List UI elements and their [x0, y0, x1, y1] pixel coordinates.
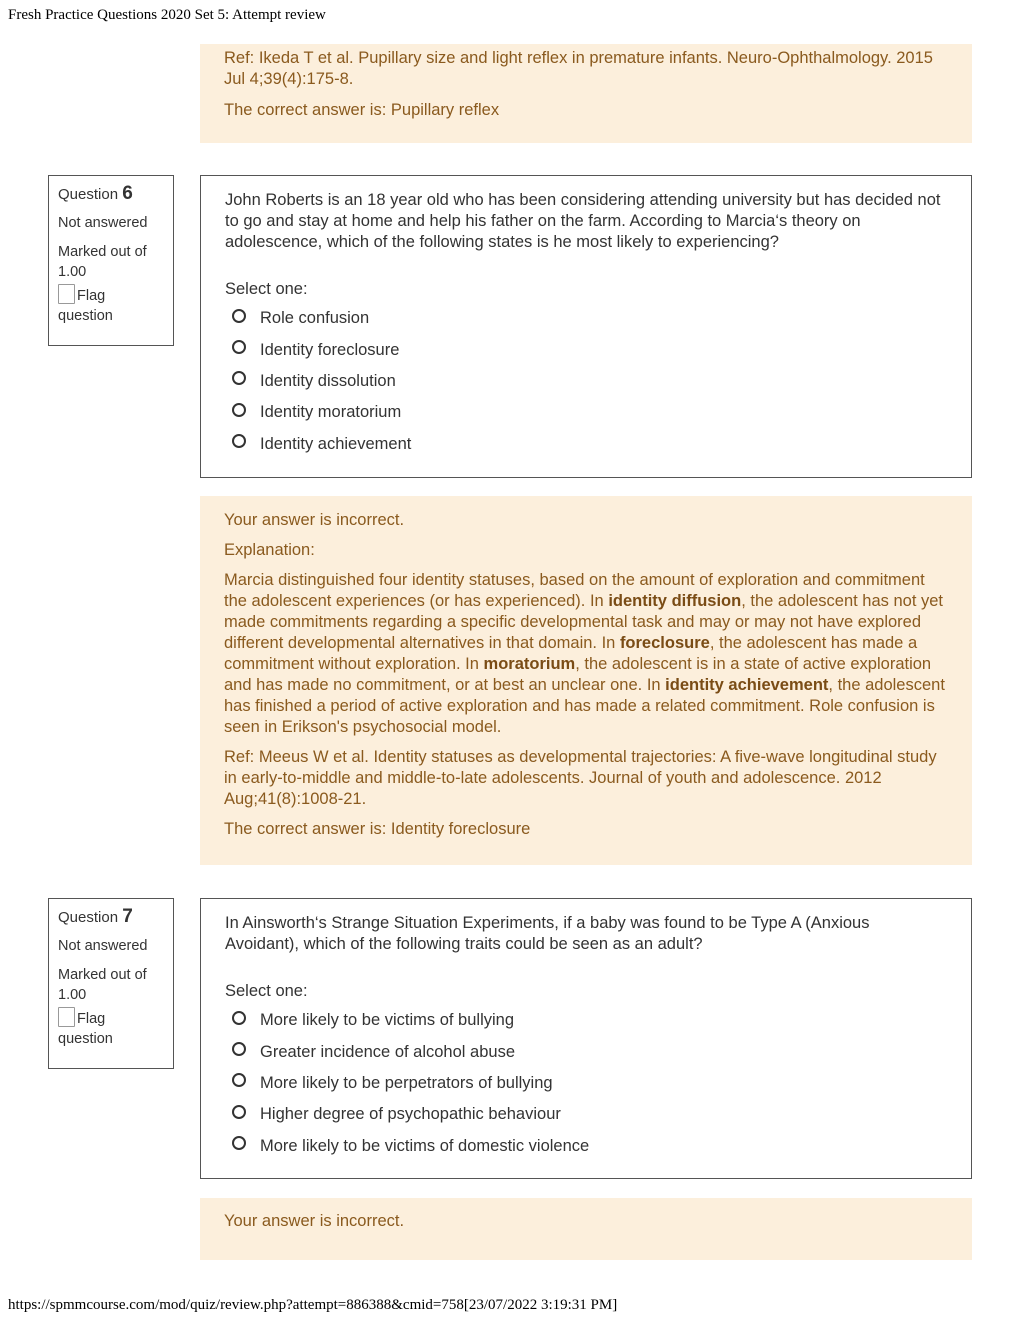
q5-feedback — [200, 44, 972, 143]
flag-question-toggle[interactable] — [58, 284, 164, 326]
answer-label[interactable]: Higher degree of psychopathic behaviour — [260, 1105, 561, 1124]
select-one-prompt: Select one: — [225, 982, 308, 1000]
radio-button[interactable] — [232, 434, 246, 448]
question-label: Question — [58, 186, 119, 203]
radio-button[interactable] — [232, 403, 246, 417]
q7-content — [200, 898, 972, 1179]
question-state: Not answered — [58, 215, 148, 231]
print-footer-url: https://spmmcourse.com/mod/quiz/review.php?attempt=886388&cmid=758[23/07/2022 3:19:31 PM] — [8, 1297, 618, 1313]
answer-option[interactable] — [232, 1005, 947, 1036]
answer-label[interactable]: Role confusion — [260, 309, 370, 328]
question-text: John Roberts is an 18 year old who has been considering attending university but has decided not to go and stay at home and help his father on the farm. According to Marcia‘s theory on adolescence, which of the following states is he most likely to experiencing? — [225, 191, 941, 251]
flag-label[interactable]: Flag question — [58, 288, 113, 324]
answer-option[interactable] — [232, 334, 947, 365]
q7-info — [48, 898, 174, 1069]
radio-button[interactable] — [232, 1042, 246, 1056]
question-number — [58, 907, 164, 928]
radio-button[interactable] — [232, 340, 246, 354]
question-state: Not answered — [58, 938, 148, 954]
answer-label[interactable]: Identity foreclosure — [260, 340, 400, 359]
answer-list — [225, 1005, 947, 1162]
feedback-result: Your answer is incorrect. — [224, 1212, 405, 1230]
question-label: Question — [58, 909, 119, 926]
q6-info — [48, 175, 174, 346]
flag-checkbox[interactable] — [58, 1007, 75, 1027]
answer-option[interactable] — [232, 366, 947, 397]
feedback-correct-answer: The correct answer is: Identity foreclosure — [224, 820, 531, 838]
q6-content — [200, 175, 972, 478]
feedback-explanation: Marcia distinguished four identity statuses, based on the amount of exploration and commitment the adolescent experiences (or has experienced). In identity diffusion, the adolescent has not yet made commitments regarding a specific developmental task and may or may not have explored different developmental alternatives in that domain. In foreclosure, the adolescent has made a commitment without exploration. In moratorium, the adolescent is in a state of active exploration and has made no commitment, or at best an unclear one. In identity achievement, the adolescent has finished a period of active exploration and has made a related commitment. Role confusion is seen in Erikson's psychosocial model. — [224, 571, 945, 736]
q7-feedback — [200, 1198, 972, 1260]
question-text: In Ainsworth‘s Strange Situation Experiments, if a baby was found to be Type A (Anxious Avoidant), which of the following traits could be seen as an adult? — [225, 914, 870, 953]
answer-option[interactable] — [232, 429, 947, 460]
radio-button[interactable] — [232, 309, 246, 323]
feedback-reference: Ref: Meeus W et al. Identity statuses as developmental trajectories: A five-wave longitudinal study in early-to-middle and middle-to-late adolescents. Journal of youth and adolescence. 2012 Aug;41(8):1008-21. — [224, 748, 937, 808]
feedback-reference: Ref: Ikeda T et al. Pupillary size and light reflex in premature infants. Neuro-Ophthalmology. 2015 Jul 4;39(4):175-8. — [224, 49, 933, 88]
answer-label[interactable]: Identity achievement — [260, 434, 412, 453]
flag-question-toggle[interactable] — [58, 1007, 164, 1049]
answer-label[interactable]: Identity dissolution — [260, 371, 396, 390]
answer-label[interactable]: More likely to be perpetrators of bullying — [260, 1073, 553, 1092]
question-number — [58, 184, 164, 205]
radio-button[interactable] — [232, 371, 246, 385]
select-one-prompt: Select one: — [225, 280, 308, 298]
answer-label[interactable]: Greater incidence of alcohol abuse — [260, 1042, 515, 1061]
answer-label[interactable]: Identity moratorium — [260, 403, 402, 422]
question-grade: Marked out of 1.00 — [58, 244, 147, 280]
question-number-value: 6 — [122, 183, 133, 204]
question-grade: Marked out of 1.00 — [58, 967, 147, 1003]
radio-button[interactable] — [232, 1011, 246, 1025]
flag-checkbox[interactable] — [58, 284, 75, 304]
radio-button[interactable] — [232, 1105, 246, 1119]
feedback-result: Your answer is incorrect. — [224, 511, 405, 529]
print-header: Fresh Practice Questions 2020 Set 5: Attempt review — [8, 7, 326, 23]
answer-option[interactable] — [232, 397, 947, 428]
radio-button[interactable] — [232, 1073, 246, 1087]
term-identity-diffusion: identity diffusion — [608, 592, 742, 610]
feedback-correct-answer: The correct answer is: Pupillary reflex — [224, 101, 500, 119]
answer-list — [225, 303, 947, 460]
answer-label[interactable]: More likely to be victims of domestic violence — [260, 1136, 590, 1155]
answer-label[interactable]: More likely to be victims of bullying — [260, 1011, 515, 1030]
term-moratorium: moratorium — [483, 655, 576, 673]
term-foreclosure: foreclosure — [619, 634, 710, 652]
q6-feedback — [200, 496, 972, 865]
answer-option[interactable] — [232, 1036, 947, 1067]
answer-option[interactable] — [232, 1099, 947, 1130]
feedback-explanation-label: Explanation: — [224, 541, 315, 559]
question-number-value: 7 — [122, 906, 133, 927]
answer-option[interactable] — [232, 1068, 947, 1099]
flag-label[interactable]: Flag question — [58, 1011, 113, 1047]
answer-option[interactable] — [232, 303, 947, 334]
term-identity-achievement: identity achievement — [665, 676, 829, 694]
radio-button[interactable] — [232, 1136, 246, 1150]
answer-option[interactable] — [232, 1131, 947, 1162]
